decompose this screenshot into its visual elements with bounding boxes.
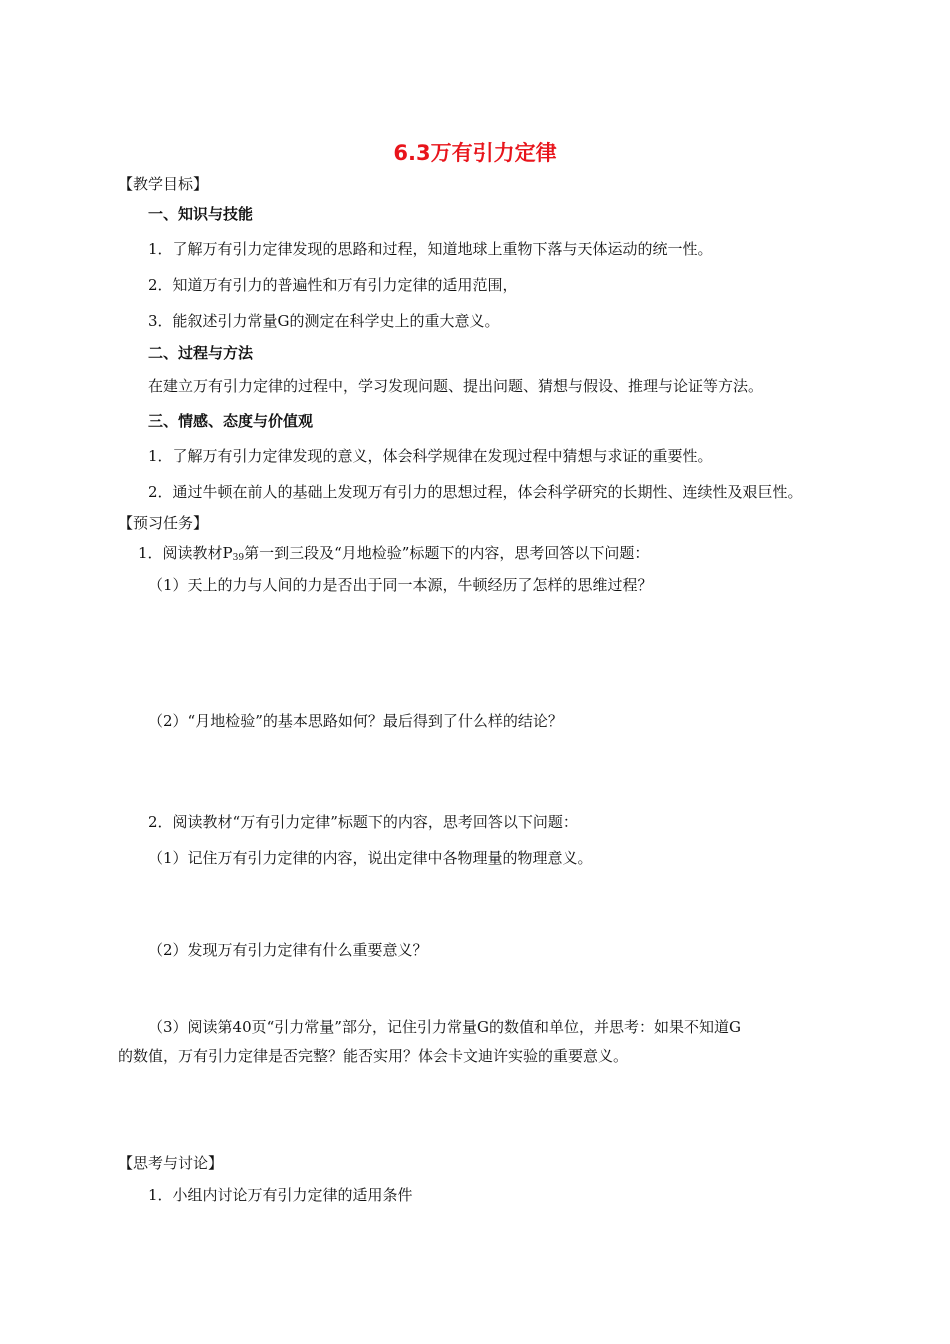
goal-item: 1．了解万有引力定律发现的意义，体会科学规律在发现过程中猜想与求证的重要性。 (148, 447, 713, 465)
preview-task-2: 2．阅读教材“万有引力定律”标题下的内容，思考回答以下问题： (148, 813, 578, 831)
task-1-prefix: 1．阅读教材P (138, 544, 233, 562)
preview-question: （1）记住万有引力定律的内容，说出定律中各物理量的物理意义。 (148, 849, 593, 867)
preview-question: （1）天上的力与人间的力是否出于同一本源，牛顿经历了怎样的思维过程？ (148, 576, 653, 594)
subheading-knowledge: 一、知识与技能 (148, 205, 254, 223)
section-heading-discussion: 【思考与讨论】 (118, 1154, 224, 1172)
preview-question: （2）发现万有引力定律有什么重要意义？ (148, 941, 428, 959)
discussion-item: 1．小组内讨论万有引力定律的适用条件 (148, 1186, 413, 1204)
page-title: 6.3万有引力定律 (393, 141, 557, 165)
section-heading-goals: 【教学目标】 (118, 175, 209, 193)
subheading-attitude: 三、情感、态度与价值观 (148, 412, 314, 430)
task-1-suffix: 第一到三段及“月地检验”标题下的内容，思考回答以下问题： (244, 544, 650, 562)
preview-question-line: 的数值，万有引力定律是否完整？能否实用？体会卡文迪许实验的重要意义。 (118, 1047, 629, 1065)
goal-item: 1．了解万有引力定律发现的思路和过程，知道地球上重物下落与天体运动的统一性。 (148, 240, 713, 258)
preview-question: （2）“月地检验”的基本思路如何？最后得到了什么样的结论？ (148, 712, 563, 730)
goal-item: 2．通过牛顿在前人的基础上发现万有引力的思想过程，体会科学研究的长期性、连续性及艰巨性。 (148, 483, 803, 501)
section-heading-preview: 【预习任务】 (118, 514, 209, 532)
textbook-page-number: 39 (232, 553, 245, 563)
goal-item: 2．知道万有引力的普遍性和万有引力定律的适用范围， (148, 276, 518, 294)
process-text: 在建立万有引力定律的过程中，学习发现问题、提出问题、猜想与假设、推理与论证等方法。 (148, 377, 764, 395)
goal-item: 3．能叙述引力常量G的测定在科学史上的重大意义。 (148, 312, 500, 330)
preview-task-1 (138, 543, 649, 568)
preview-question-line: （3）阅读第40页“引力常量”部分，记住引力常量G的数值和单位，并思考：如果不知道G (148, 1018, 741, 1036)
subheading-process: 二、过程与方法 (148, 344, 254, 362)
